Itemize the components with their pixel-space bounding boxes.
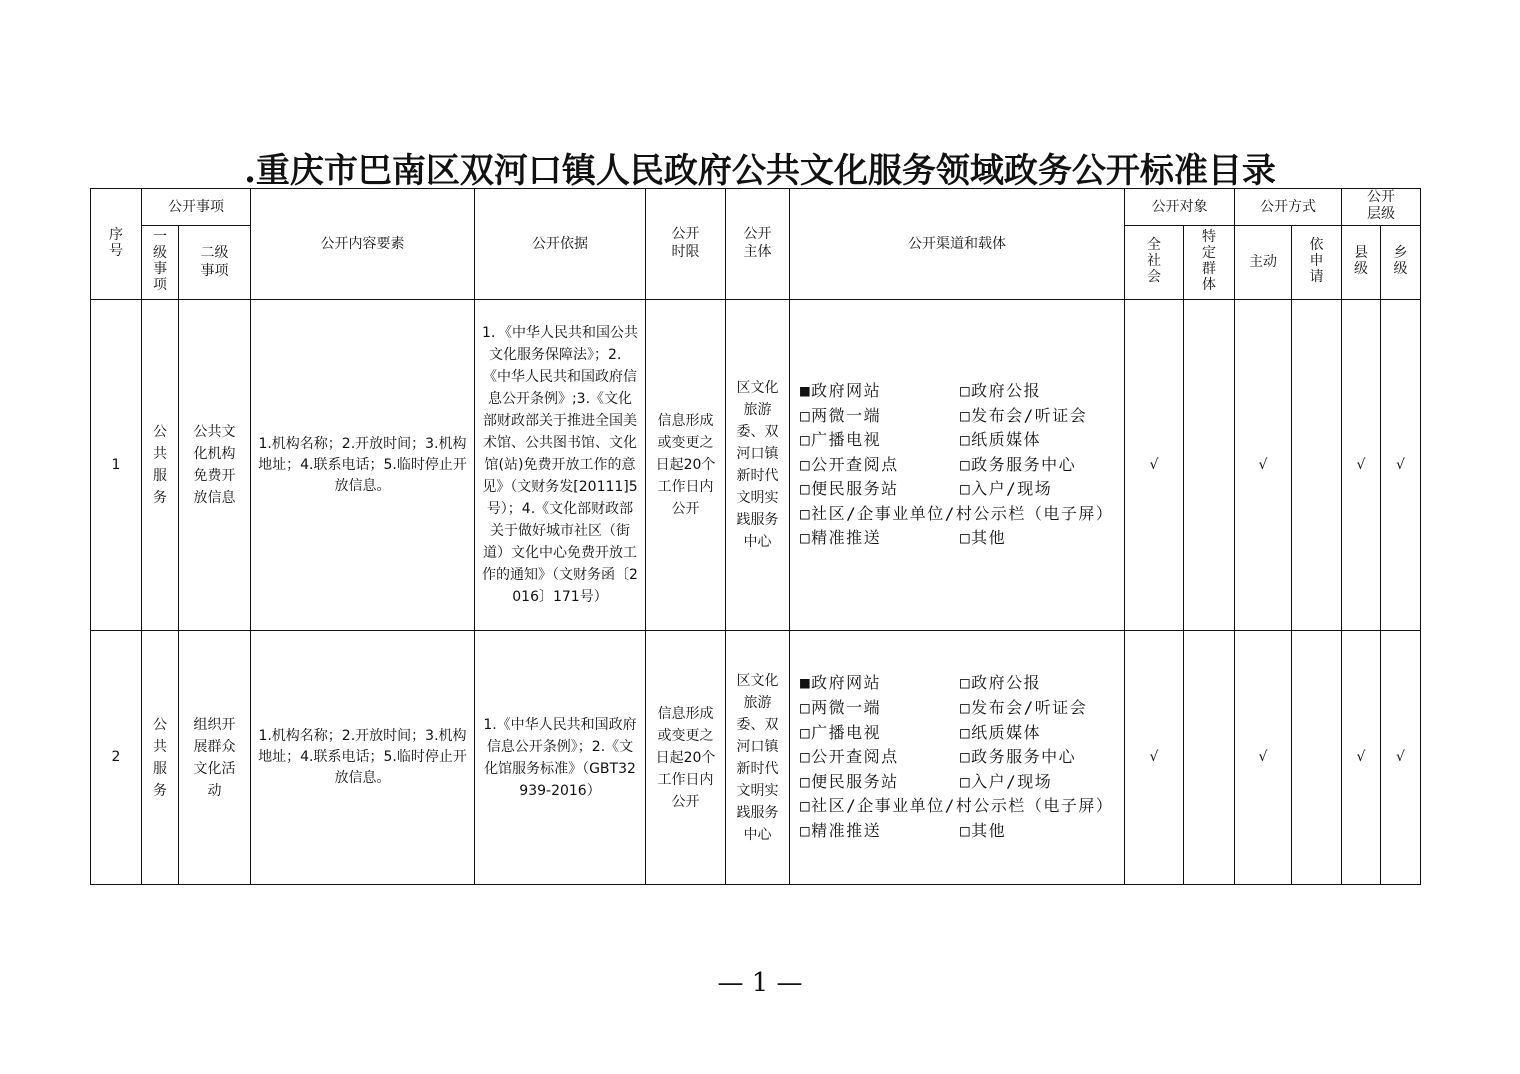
header-tier: 公开层级 [1342,189,1421,226]
channel-print-media: □纸质媒体 [960,430,1042,450]
table-row [91,300,1421,631]
row-content: 1.机构名称；2.开放时间；3.机构地址；4.联系电话；5.临时停止开放信息。 [251,300,475,631]
header-level1: 一级事项 [142,226,179,300]
header-items: 公开事项 [142,189,251,226]
header-seq: 序号 [91,189,142,300]
row-level1: 公共服务 [142,631,179,885]
channel-targeted-push: □精准推送 [800,820,882,840]
channel-targeted-push: □精准推送 [800,528,882,548]
header-level2: 二级事项 [179,226,251,300]
row-content: 1.机构名称；2.开放时间；3.机构地址；4.联系电话；5.临时停止开放信息。 [251,631,475,885]
channel-other: □其他 [960,528,1007,548]
row-seq: 1 [91,300,142,631]
header-method-request: 依申请 [1292,226,1342,300]
channel-gov-website: ■政府网站 [800,380,882,400]
row-audience-specific [1184,300,1235,631]
header-channels: 公开渠道和载体 [790,189,1125,300]
channel-press-hearing: □发布会/听证会 [960,698,1088,718]
row-tier-county: √ [1342,631,1381,885]
channel-convenience-station: □便民服务站 [800,479,899,499]
page-number: — 1 — [717,968,803,998]
row-basis: 1.《中华人民共和国政府信息公开条例》；2.《文化馆服务标准》（GBT32939-2016） [475,631,646,885]
channel-public-reading-point: □公开查阅点 [800,454,899,474]
row-method-request [1292,631,1342,885]
disclosure-catalog-table [90,188,1421,885]
row-audience-all: √ [1125,631,1184,885]
row-time-limit: 信息形成或变更之日起20个工作日内公开 [646,300,726,631]
channel-public-reading-point: □公开查阅点 [800,747,899,767]
channel-service-center: □政务服务中心 [960,747,1077,767]
channel-radio-tv: □广播电视 [800,430,882,450]
header-method-active: 主动 [1235,226,1292,300]
channel-gov-gazette: □政府公报 [960,673,1042,693]
channel-convenience-station: □便民服务站 [800,771,899,791]
channel-print-media: □纸质媒体 [960,722,1042,742]
channel-service-center: □政务服务中心 [960,454,1077,474]
channel-door-to-door: □入户/现场 [960,479,1053,499]
header-subject: 公开主体 [726,189,790,300]
row-tier-county: √ [1342,300,1381,631]
channel-bulletin-board: □社区/企事业单位/村公示栏（电子屏） [800,796,1114,816]
header-tier-county: 县级 [1342,226,1381,300]
header-audience: 公开对象 [1125,189,1235,226]
row-subject: 区文化旅游委、双河口镇新时代文明实践服务中心 [726,300,790,631]
row-channels [790,300,1125,631]
header-row-1 [91,189,1421,226]
channel-other: □其他 [960,820,1007,840]
row-tier-town: √ [1381,300,1421,631]
row-subject: 区文化旅游委、双河口镇新时代文明实践服务中心 [726,631,790,885]
channel-gov-website: ■政府网站 [800,673,882,693]
row-level2: 公共文化机构免费开放信息 [179,300,251,631]
row-time-limit: 信息形成或变更之日起20个工作日内公开 [646,631,726,885]
header-audience-specific: 特定群体 [1184,226,1235,300]
header-audience-all: 全社会 [1125,226,1184,300]
channel-wechat-weibo-app: □两微一端 [800,405,882,425]
row-level2: 组织开展群众文化活动 [179,631,251,885]
channel-bulletin-board: □社区/企事业单位/村公示栏（电子屏） [800,503,1114,523]
row-level1: 公共服务 [142,300,179,631]
row-audience-all: √ [1125,300,1184,631]
row-channels [790,631,1125,885]
row-seq: 2 [91,631,142,885]
row-audience-specific [1184,631,1235,885]
row-basis: 1．《中华人民共和国公共文化服务保障法》；2．《中华人民共和国政府信息公开条例》;3.《文化部财政部关于推进全国美术馆、公共图书馆、文化馆(站)免费开放工作的意见》（文财务发[20111]5号）；4.《文化部财政部关于做好城市社区（街道）文化中心免费开放工作的通知》（文财务函〔2016〕171号） [475,300,646,631]
row-method-request [1292,300,1342,631]
document-title: .重庆市巴南区双河口镇人民政府公共文化服务领域政务公开标准目录 [244,151,1276,191]
channel-door-to-door: □入户/现场 [960,771,1053,791]
row-method-active: √ [1235,300,1292,631]
channel-radio-tv: □广播电视 [800,722,882,742]
row-method-active: √ [1235,631,1292,885]
header-tier-town: 乡级 [1381,226,1421,300]
header-content: 公开内容要素 [251,189,475,300]
channel-press-hearing: □发布会/听证会 [960,405,1088,425]
header-method: 公开方式 [1235,189,1342,226]
channel-gov-gazette: □政府公报 [960,380,1042,400]
row-tier-town: √ [1381,631,1421,885]
header-time-limit: 公开时限 [646,189,726,300]
header-basis: 公开依据 [475,189,646,300]
channel-wechat-weibo-app: □两微一端 [800,698,882,718]
table-row [91,631,1421,885]
